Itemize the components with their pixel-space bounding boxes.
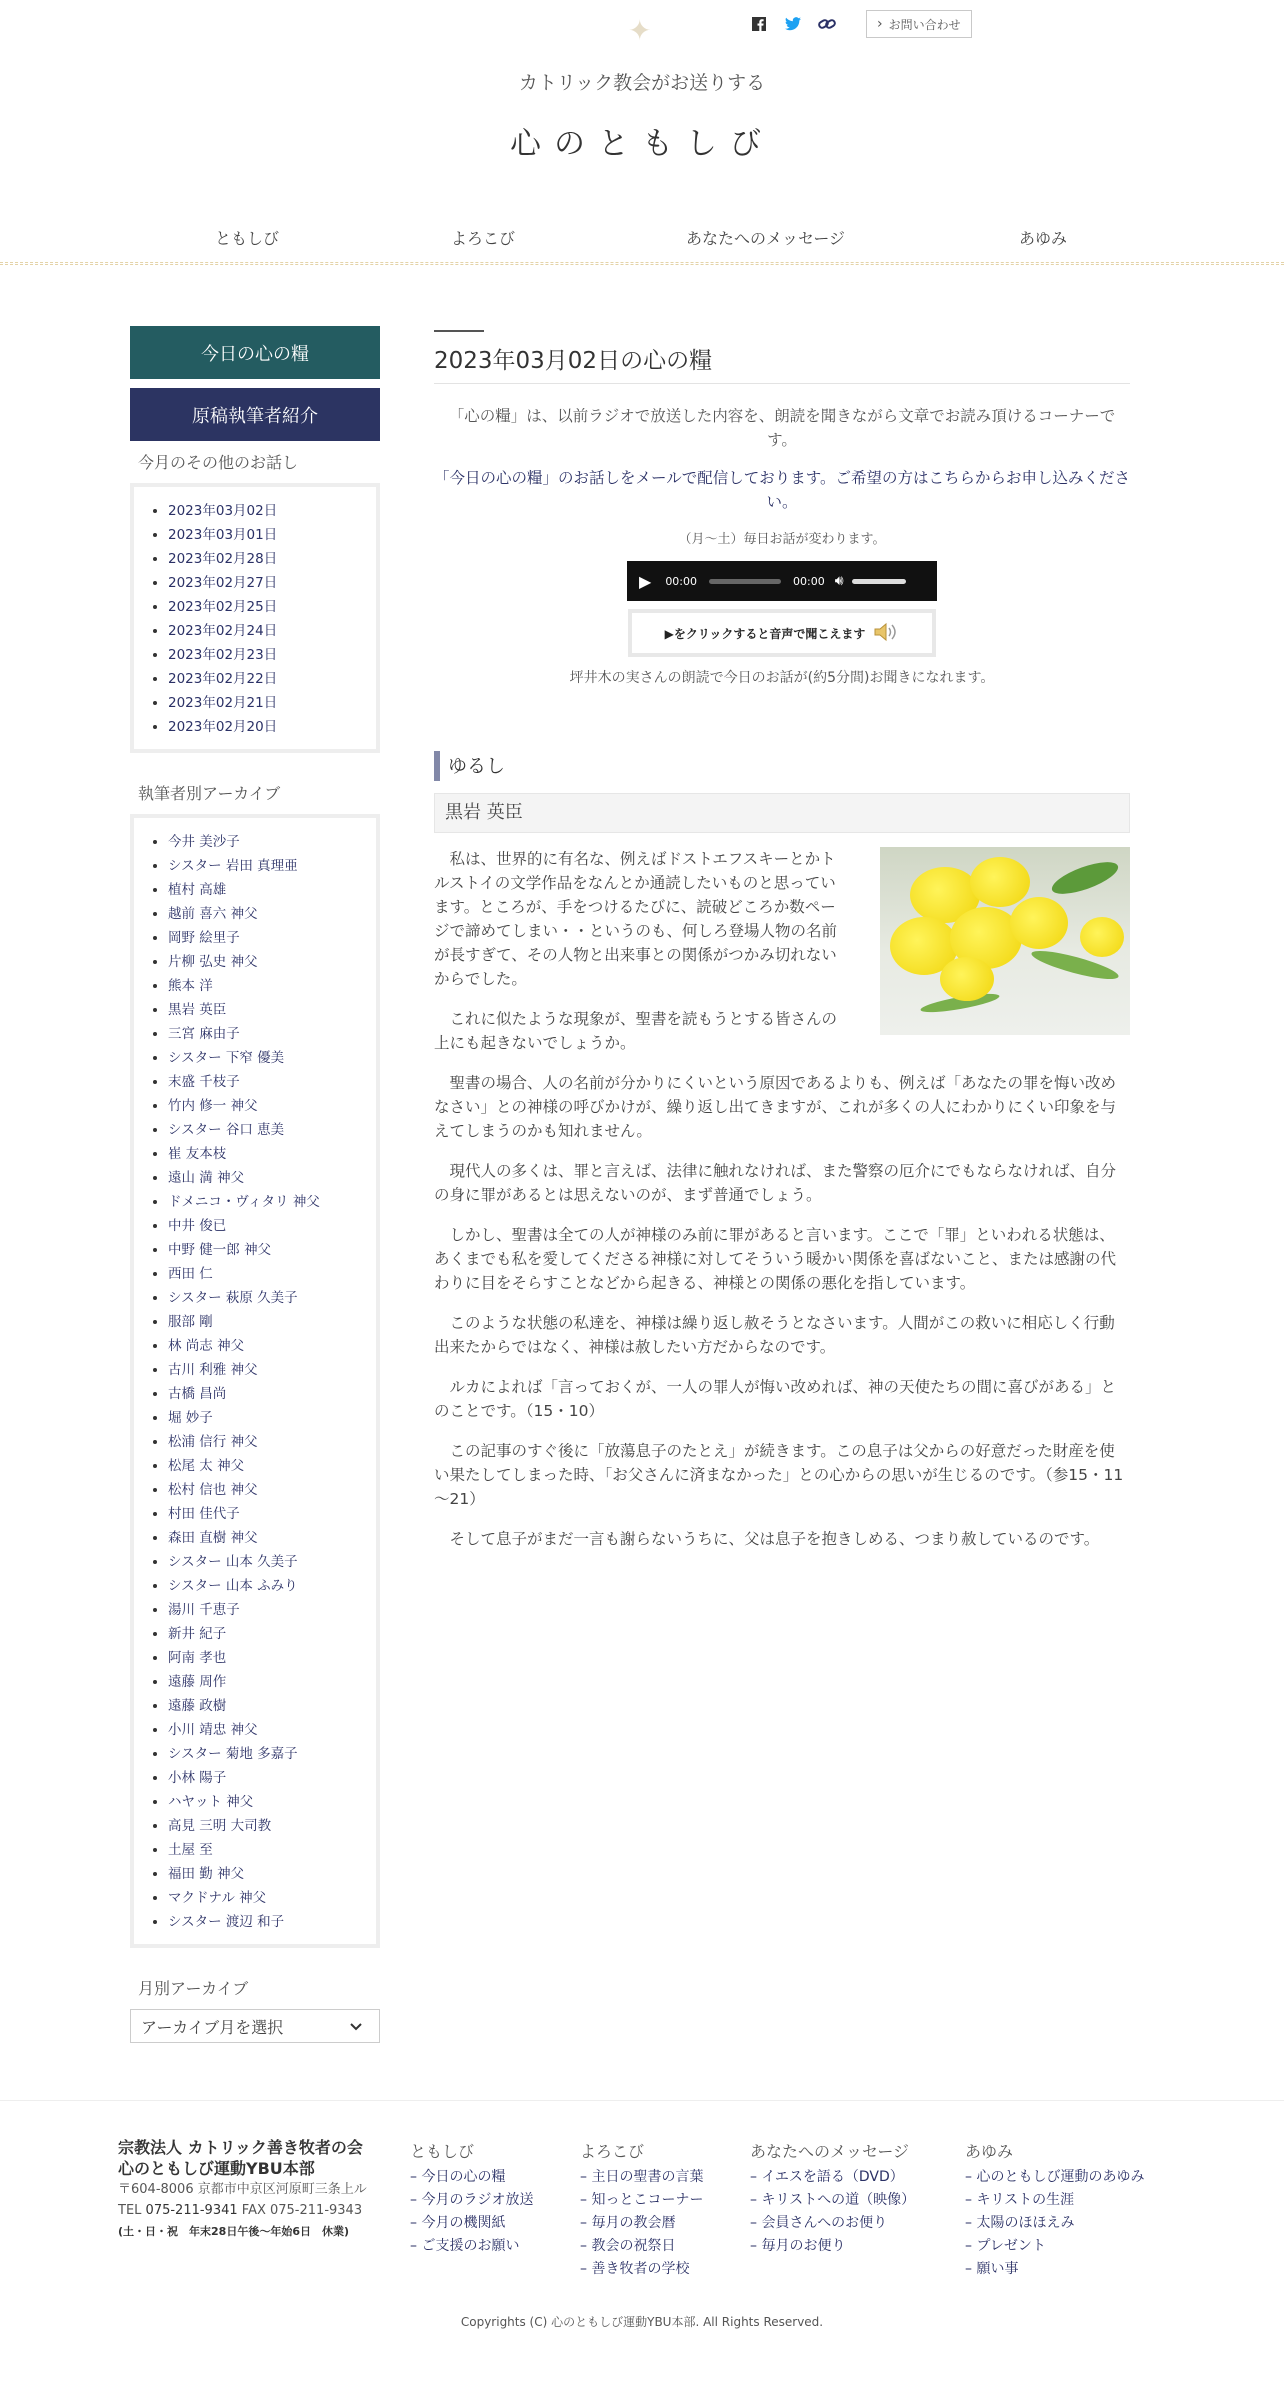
facebook-icon[interactable] [750, 15, 768, 33]
chevron-right-icon: › [877, 16, 883, 32]
author-link[interactable]: • シスター 谷口 恵美 [168, 1118, 376, 1142]
author-link[interactable]: • 湯川 千恵子 [168, 1598, 376, 1622]
footer-link-list [965, 2166, 1144, 2281]
recent-date-link[interactable]: • 2023年02月23日 [168, 643, 376, 667]
main-content [434, 330, 1130, 1567]
recent-date-link[interactable]: • 2023年02月24日 [168, 619, 376, 643]
author-link[interactable]: • 高見 三明 大司教 [168, 1814, 376, 1838]
author-link[interactable]: • シスター 岩田 真理亜 [168, 854, 376, 878]
recent-heading: 今月のその他のお話し [138, 453, 299, 472]
org-info [118, 2137, 367, 2242]
recent-date-link[interactable]: • 2023年03月02日 [168, 499, 376, 523]
footer-link[interactable]: – 教会の祝祭日 [580, 2238, 676, 2254]
author-link[interactable]: • シスター 菊地 多嘉子 [168, 1742, 376, 1766]
twitter-icon[interactable] [784, 15, 802, 33]
author-link[interactable]: • 黒岩 英臣 [168, 998, 376, 1022]
author-link[interactable]: • 松村 信也 神父 [168, 1478, 376, 1502]
site-header [0, 0, 1284, 265]
org-name: 宗教法人 カトリック善き牧者の会 [118, 2138, 363, 2157]
author-link[interactable]: • 片柳 弘史 神父 [168, 950, 376, 974]
recent-date-link[interactable]: • 2023年02月27日 [168, 571, 376, 595]
footer-link[interactable]: – 太陽のほほえみ [965, 2215, 1075, 2231]
author-link[interactable]: • 植村 高雄 [168, 878, 376, 902]
fax-number: FAX 075-211-9343 [241, 2203, 363, 2218]
author-link[interactable]: • 岡野 絵里子 [168, 926, 376, 950]
article-author: 黒岩 英臣 [434, 793, 1130, 833]
author-link[interactable]: • 福田 勤 神父 [168, 1862, 376, 1886]
footer-link[interactable]: – キリストへの道（映像） [750, 2192, 916, 2208]
author-link[interactable]: • 小林 陽子 [168, 1766, 376, 1790]
sidebar [130, 326, 380, 2043]
article-paragraph: このような状態の私達を、神様は繰り返し赦そうとなさいます。人間がこの救いに相応しく行動出来たからではなく、神様は赦したい方だからなのです。 [434, 1314, 1115, 1356]
footer-column-heading: あなたへのメッセージ [750, 2142, 910, 2161]
holiday-note: (土・日・祝 年末28日午後〜年始6日 休業) [118, 2225, 350, 2238]
recent-list-box [130, 483, 380, 753]
audio-player[interactable] [627, 561, 937, 601]
site-title[interactable]: 心のともしび [510, 126, 774, 162]
author-heading: 執筆者別アーカイブ [138, 784, 281, 803]
audio-hint-text: ▶をクリックすると音声で聞こえます [664, 626, 866, 641]
article-paragraph: 私は、世界的に有名な、例えばドストエフスキーとかトルストイの文学作品をなんとか通読したいものと思っています。ところが、手をつけるたびに、読破どころか数ページで諦めてしまい・・というのも、何しろ登場人物の名前が長すぎて、その人物と出来事との関係がつかみ切れないからでした。 [434, 850, 838, 988]
play-icon[interactable]: ▶ [639, 571, 652, 591]
author-link[interactable]: • シスター 萩原 久美子 [168, 1286, 376, 1310]
footer-link[interactable]: – 毎月のお便り [750, 2238, 846, 2254]
author-link[interactable]: • 今井 美沙子 [168, 830, 376, 854]
mail-signup-link[interactable]: 「今日の心の糧」のお話しをメールで配信しております。ご希望の方はこちらからお申し込みください。 [434, 469, 1130, 511]
title-accent [434, 330, 484, 332]
footer-link[interactable]: – 主日の聖書の言葉 [580, 2169, 704, 2185]
footer-link-list [580, 2166, 703, 2281]
author-link[interactable]: • 土屋 至 [168, 1838, 376, 1862]
nav-item-yorokobi[interactable]: よろこび [451, 229, 516, 248]
footer-column [580, 2139, 703, 2281]
flower-image [880, 847, 1130, 1035]
footer-link[interactable]: – キリストの生涯 [965, 2192, 1075, 2208]
site-footer [0, 2100, 1284, 2394]
author-link[interactable]: • 古川 利雅 神父 [168, 1358, 376, 1382]
author-link[interactable]: • シスター 山本 久美子 [168, 1550, 376, 1574]
audio-current-time: 00:00 [665, 574, 698, 588]
footer-link-list [410, 2166, 533, 2258]
author-link[interactable]: • 松尾 太 神父 [168, 1454, 376, 1478]
author-link[interactable]: • シスター 渡辺 和子 [168, 1910, 376, 1934]
volume-slider[interactable] [852, 579, 906, 584]
article-paragraph: 現代人の多くは、罪と言えば、法律に触れなければ、また警察の厄介にでもならなければ、自分の身に罪があるとは思えないのが、まず普通でしょう。 [434, 1162, 1117, 1204]
star-decoration-icon: ✦ [628, 14, 652, 47]
footer-link[interactable]: – 今日の心の糧 [410, 2169, 506, 2185]
author-list-box [130, 814, 380, 1948]
intro-text: 「心の糧」は、以前ラジオで放送した内容を、朗読を聞きながら文章でお読み頂けるコーナーです。 [448, 407, 1116, 449]
contact-button[interactable] [866, 10, 972, 38]
main-nav [0, 222, 1284, 262]
author-list [168, 830, 376, 1934]
top-links [750, 10, 972, 38]
nav-item-message[interactable]: あなたへのメッセージ [686, 229, 846, 248]
article-paragraph: これに似たような現象が、聖書を読もうとする皆さんの上にも起きないでしょうか。 [434, 1010, 838, 1052]
author-link[interactable]: • 遠藤 周作 [168, 1670, 376, 1694]
author-link[interactable]: • 松浦 信行 神父 [168, 1430, 376, 1454]
page-title: 2023年03月02日の心の糧 [434, 342, 1130, 384]
author-link[interactable]: • 遠藤 政樹 [168, 1694, 376, 1718]
footer-link[interactable]: – ご支援のお願い [410, 2238, 520, 2254]
authors-button[interactable]: 原稿執筆者紹介 [130, 388, 380, 441]
footer-link[interactable]: – 心のともしび運動のあゆみ [965, 2169, 1145, 2185]
author-link[interactable]: • 中野 健一郎 神父 [168, 1238, 376, 1262]
recent-date-link[interactable]: • 2023年02月25日 [168, 595, 376, 619]
footer-link-list [750, 2166, 915, 2258]
footer-link[interactable]: – イエスを語る（DVD） [750, 2169, 904, 2185]
footer-link[interactable]: – 知っとこコーナー [580, 2192, 704, 2208]
article-paragraph: そして息子がまだ一言も謝らないうちに、父は息子を抱きしめる、つまり赦しているのです。 [449, 1530, 1100, 1548]
chevron-down-icon [349, 2017, 363, 2036]
org-contact [118, 2200, 367, 2221]
link-icon[interactable] [818, 15, 836, 33]
nav-item-tomoshibi[interactable]: ともしび [215, 229, 280, 248]
footer-column-heading: あゆみ [965, 2142, 1014, 2161]
footer-column-heading: よろこび [580, 2142, 645, 2161]
month-heading: 月別アーカイブ [138, 1979, 249, 1998]
recent-date-link[interactable]: • 2023年02月22日 [168, 667, 376, 691]
nav-divider [0, 262, 1284, 265]
footer-link[interactable]: – プレゼント [965, 2238, 1046, 2254]
footer-link[interactable]: – 今月のラジオ放送 [410, 2192, 534, 2208]
author-link[interactable]: • 森田 直樹 神父 [168, 1526, 376, 1550]
article-paragraph: しかし、聖書は全ての人が神様のみ前に罪があると言います。ここで「罪」といわれる状態は、あくまでも私を愛してくださる神様に対してそういう暖かい関係を喜ばないこと、または感謝の代わりに目をそらすことなどから起きる、神様との関係の悪化を指しています。 [434, 1226, 1117, 1292]
footer-column [410, 2139, 533, 2258]
article-paragraph: 聖書の場合、人の名前が分かりにくいという原因であるよりも、例えば「あなたの罪を悔い改めなさい」との神様の呼びかけが、繰り返し出てきますが、これが多くの人にわかりにくい印象を与えてしまうのかも知れません。 [434, 1074, 1117, 1140]
author-link[interactable]: • 小川 靖忠 神父 [168, 1718, 376, 1742]
speaker-icon [873, 621, 899, 646]
month-archive-select[interactable] [130, 2009, 380, 2043]
today-button[interactable]: 今日の心の糧 [130, 326, 380, 379]
author-link[interactable]: • シスター 山本 ふみり [168, 1574, 376, 1598]
author-link[interactable]: • 西田 仁 [168, 1262, 376, 1286]
footer-link[interactable]: – 善き牧者の学校 [580, 2261, 690, 2277]
author-link[interactable]: • 遠山 満 神父 [168, 1166, 376, 1190]
author-link[interactable]: • 阿南 孝也 [168, 1646, 376, 1670]
article-paragraph: ルカによれば「言っておくが、一人の罪人が悔い改めれば、神の天使たちの間に喜びがある」とのことです。（15・10） [434, 1378, 1117, 1420]
author-link[interactable]: • 越前 喜六 神父 [168, 902, 376, 926]
footer-column [750, 2139, 915, 2258]
nav-item-ayumi[interactable]: あゆみ [1019, 229, 1068, 248]
footer-link[interactable]: – 毎月の教会暦 [580, 2215, 676, 2231]
article-paragraph: この記事のすぐ後に「放蕩息子のたとえ」が続きます。この息子は父からの好意だった財産を使い果たしてしまった時、「お父さんに済まなかった」との心からの思いが生じるのです。（参15・11～21） [434, 1442, 1124, 1508]
author-link[interactable]: • 新井 紀子 [168, 1622, 376, 1646]
recent-list [168, 499, 376, 739]
author-link[interactable]: • 熊本 洋 [168, 974, 376, 998]
contact-label: お問い合わせ [888, 17, 961, 32]
footer-link[interactable]: – 願い事 [965, 2261, 1019, 2277]
month-select-value: アーカイブ月を選択 [141, 2017, 284, 2037]
author-link[interactable]: • ドメニコ・ヴィタリ 神父 [168, 1190, 376, 1214]
recent-date-link[interactable]: • 2023年03月01日 [168, 523, 376, 547]
site-subtitle: カトリック教会がお送りする [518, 72, 766, 94]
author-link[interactable]: • 崔 友本枝 [168, 1142, 376, 1166]
article-body [434, 847, 1130, 1551]
author-link[interactable]: • 末盛 千枝子 [168, 1070, 376, 1094]
tel-number[interactable]: 075-211-9341 [145, 2203, 238, 2218]
copyright: Copyrights (C) 心のともしび運動YBU本部. All Rights Reserved. [460, 2315, 824, 2329]
recent-date-link[interactable]: • 2023年02月28日 [168, 547, 376, 571]
footer-column [965, 2139, 1144, 2281]
author-link[interactable]: • 古橋 昌尚 [168, 1382, 376, 1406]
volume-icon[interactable]: 🔊︎ [834, 573, 844, 589]
recent-date-link[interactable]: • 2023年02月20日 [168, 715, 376, 739]
audio-progress-bar[interactable] [709, 579, 781, 584]
author-link[interactable]: • 村田 佳代子 [168, 1502, 376, 1526]
author-link[interactable]: • ハヤット 神父 [168, 1790, 376, 1814]
author-link[interactable]: • シスター 下窄 優美 [168, 1046, 376, 1070]
author-link[interactable]: • 林 尚志 神父 [168, 1334, 376, 1358]
author-link[interactable]: • 堀 妙子 [168, 1406, 376, 1430]
audio-total-time: 00:00 [793, 574, 825, 588]
audio-hint-box [628, 609, 936, 657]
author-link[interactable]: • 服部 剛 [168, 1310, 376, 1334]
schedule-text: （月～土）毎日お話が変わります。 [678, 532, 886, 547]
author-link[interactable]: • 中井 俊已 [168, 1214, 376, 1238]
footer-link[interactable]: – 会員さんへのお便り [750, 2215, 888, 2231]
recent-date-link[interactable]: • 2023年02月21日 [168, 691, 376, 715]
org-address: 〒604-8006 京都市中京区河原町三条上ル [118, 2182, 367, 2197]
article-title: ゆるし [434, 751, 1130, 781]
footer-link[interactable]: – 今月の機関紙 [410, 2215, 506, 2231]
author-link[interactable]: • 竹内 修一 神父 [168, 1094, 376, 1118]
org-subname: 心のともしび運動YBU本部 [118, 2159, 315, 2178]
tel-label: TEL [118, 2203, 142, 2218]
author-link[interactable]: • 三宮 麻由子 [168, 1022, 376, 1046]
reader-note: 坪井木の実さんの朗読で今日のお話が(約5分間)お聞きになれます。 [569, 670, 995, 686]
footer-column-heading: ともしび [410, 2142, 475, 2161]
author-link[interactable]: • マクドナル 神父 [168, 1886, 376, 1910]
